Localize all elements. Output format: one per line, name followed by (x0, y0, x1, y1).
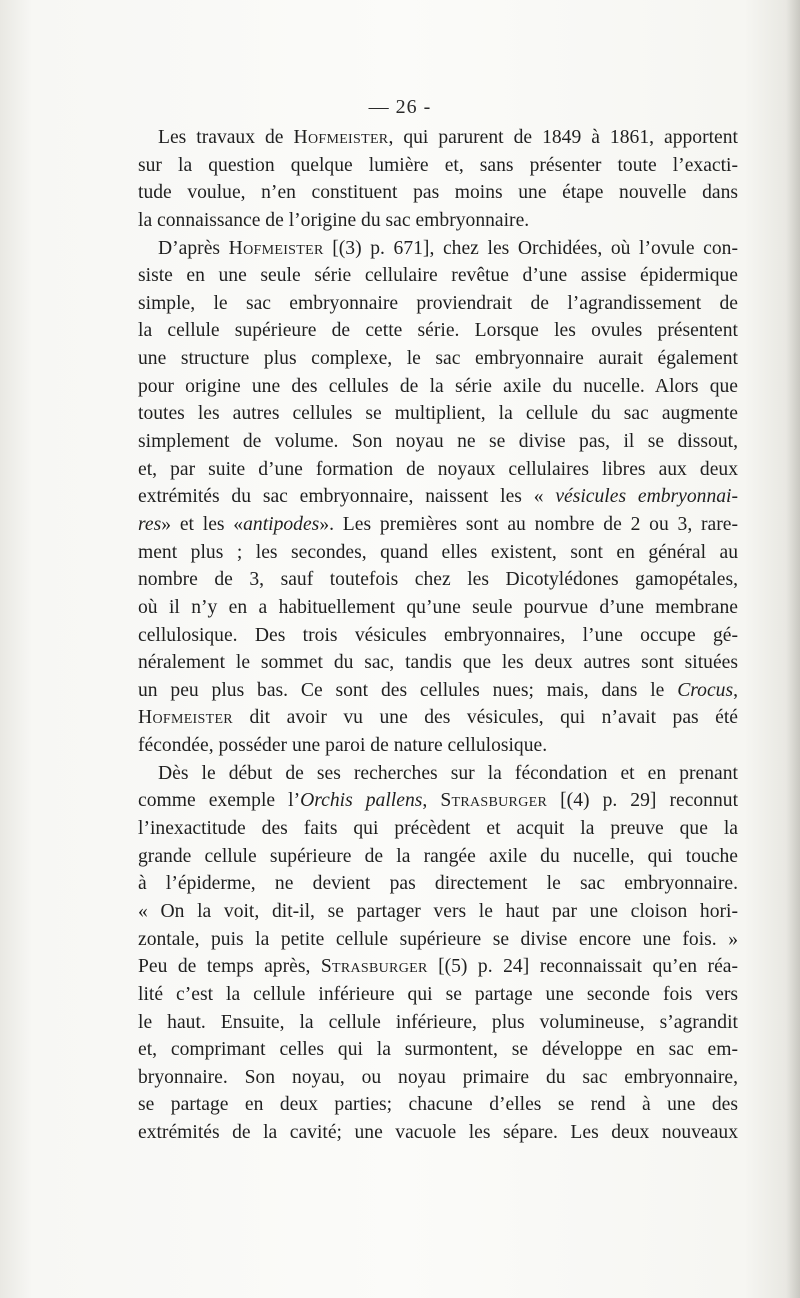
text-line (138, 456, 738, 484)
text-segment: Dès le début de ses recherches sur la fécondation et en prenant (158, 762, 738, 784)
text-segment: la connaissance de l’origine du sac embryonnaire. (138, 209, 530, 231)
text-segment: se partage en deux parties; chacune d’elles se rend à une des (138, 1094, 738, 1116)
page-edge-shadow (786, 0, 800, 1298)
text-line (138, 870, 738, 898)
text-segment: [(3) p. 671], chez les Orchidées, où l’ovule con- (323, 237, 739, 259)
text-segment: [(5) p. 24] reconnaissait qu’en réa- (427, 956, 738, 978)
italic-term: vésicules embryonnai- (555, 486, 739, 508)
text-line (138, 539, 738, 567)
text-segment: une structure plus complexe, le sac embryonnaire aurait également (138, 348, 738, 370)
text-line (138, 345, 738, 373)
text-segment: cellulosique. Des trois vésicules embryonnaires, l’une occupe gé- (138, 624, 738, 646)
text-line (138, 262, 738, 290)
text-line (138, 1119, 738, 1147)
text-line (138, 1036, 738, 1064)
author-name: Hofmeister (228, 237, 324, 259)
text-segment: , (422, 790, 441, 812)
text-segment: siste en une seule série cellulaire revêtue d’une assise épidermique (138, 265, 738, 287)
text-segment: comme exemple l’ (138, 790, 301, 812)
body-text (138, 124, 738, 1147)
text-line (138, 926, 738, 954)
text-line (138, 566, 738, 594)
text-line (138, 760, 738, 788)
text-segment: [(4) p. 29] reconnut (547, 790, 739, 812)
text-segment: néralement le sommet du sac, tandis que les deux autres sont situées (138, 652, 738, 674)
text-line (138, 428, 738, 456)
italic-term: res (138, 513, 162, 535)
author-name: Hofmeister (138, 707, 233, 729)
text-segment: lité c’est la cellule inférieure qui se partage une seconde fois vers (138, 983, 738, 1005)
text-segment: un peu plus bas. Ce sont des cellules nues; mais, dans le (138, 679, 678, 701)
text-segment: simplement de volume. Son noyau ne se divise pas, il se dissout, (138, 431, 738, 453)
text-line (138, 235, 738, 263)
text-segment: où il n’y en a habituellement qu’une seule pourvue d’une membrane (138, 596, 738, 618)
text-line (138, 317, 738, 345)
text-line (138, 622, 738, 650)
text-segment: , (733, 679, 738, 701)
text-segment: la cellule supérieure de cette série. Lorsque les ovules présentent (138, 320, 738, 342)
italic-term: antipodes (243, 513, 320, 535)
text-line (138, 843, 738, 871)
text-segment: « On la voit, dit-il, se partager vers le haut par une cloison hori- (138, 900, 738, 922)
text-line (138, 511, 738, 539)
author-name: Hofmeister (293, 127, 389, 148)
text-line (138, 787, 738, 815)
text-line (138, 815, 738, 843)
text-line (138, 649, 738, 677)
text-line (138, 704, 738, 732)
text-segment: le haut. Ensuite, la cellule inférieure, plus volumineuse, s’agrandit (138, 1011, 738, 1033)
text-line (138, 981, 738, 1009)
text-segment: ». Les premières sont au nombre de 2 ou 3, rare- (319, 513, 738, 535)
page-number: — 26 - (368, 96, 432, 118)
text-line (138, 124, 738, 152)
text-segment: nombre de 3, sauf toutefois chez les Dicotylédones gamopétales, (138, 569, 738, 591)
text-segment: sur la question quelque lumière et, sans présenter toute l’exacti- (138, 154, 738, 176)
text-segment: zontale, puis la petite cellule supérieure se divise encore une fois. » (138, 928, 738, 950)
text-line (138, 1091, 738, 1119)
text-segment: , qui parurent de 1849 à 1861, apportent (388, 127, 738, 148)
italic-term: Orchis pallens (300, 790, 423, 812)
italic-term: Crocus (677, 679, 734, 701)
text-segment: l’inexactitude des faits qui précèdent et acquit la preuve que la (138, 818, 738, 840)
text-segment: extrémités de la cavité; une vacuole les sépare. Les deux nouveaux (138, 1122, 738, 1144)
text-segment: pour origine une des cellules de la série axile du nucelle. Alors que (138, 375, 738, 397)
text-segment: grande cellule supérieure de la rangée axile du nucelle, qui touche (138, 845, 738, 867)
text-segment: et, par suite d’une formation de noyaux cellulaires libres aux deux (138, 458, 738, 480)
text-segment: et, comprimant celles qui la surmontent, se développe en sac em- (138, 1039, 738, 1061)
text-line (138, 373, 738, 401)
text-segment: dit avoir vu une des vésicules, qui n’avait pas été (232, 707, 738, 729)
text-segment: » et les « (161, 513, 244, 535)
text-line (138, 1064, 738, 1092)
text-line (138, 207, 738, 235)
text-segment: extrémités du sac embryonnaire, naissent les « (138, 486, 556, 508)
text-segment: fécondée, posséder une paroi de nature cellulosique. (138, 735, 548, 757)
text-line (138, 677, 738, 705)
text-line (138, 732, 738, 760)
text-line (138, 1009, 738, 1037)
author-name: Strasburger (440, 790, 548, 812)
text-segment: à l’épiderme, ne devient pas directement le sac embryonnaire. (138, 873, 738, 895)
text-line (138, 400, 738, 428)
text-line (138, 290, 738, 318)
text-line (138, 152, 738, 180)
text-line (138, 179, 738, 207)
text-line (138, 898, 738, 926)
text-segment: simple, le sac embryonnaire proviendrait de l’agrandissement de (138, 292, 738, 314)
text-segment: D’après (158, 237, 229, 259)
author-name: Strasburger (320, 956, 428, 978)
text-segment: Les travaux de (158, 127, 294, 148)
text-segment: Peu de temps après, (138, 956, 321, 978)
text-line (138, 483, 738, 511)
text-segment: toutes les autres cellules se multiplient, la cellule du sac augmente (138, 403, 738, 425)
text-segment: ment plus ; les secondes, quand elles existent, sont en général au (138, 541, 738, 563)
text-line (138, 953, 738, 981)
text-segment: tude voulue, n’en constituent pas moins une étape nouvelle dans (138, 182, 738, 204)
text-line (138, 594, 738, 622)
text-segment: bryonnaire. Son noyau, ou noyau primaire du sac embryonnaire, (138, 1066, 738, 1088)
